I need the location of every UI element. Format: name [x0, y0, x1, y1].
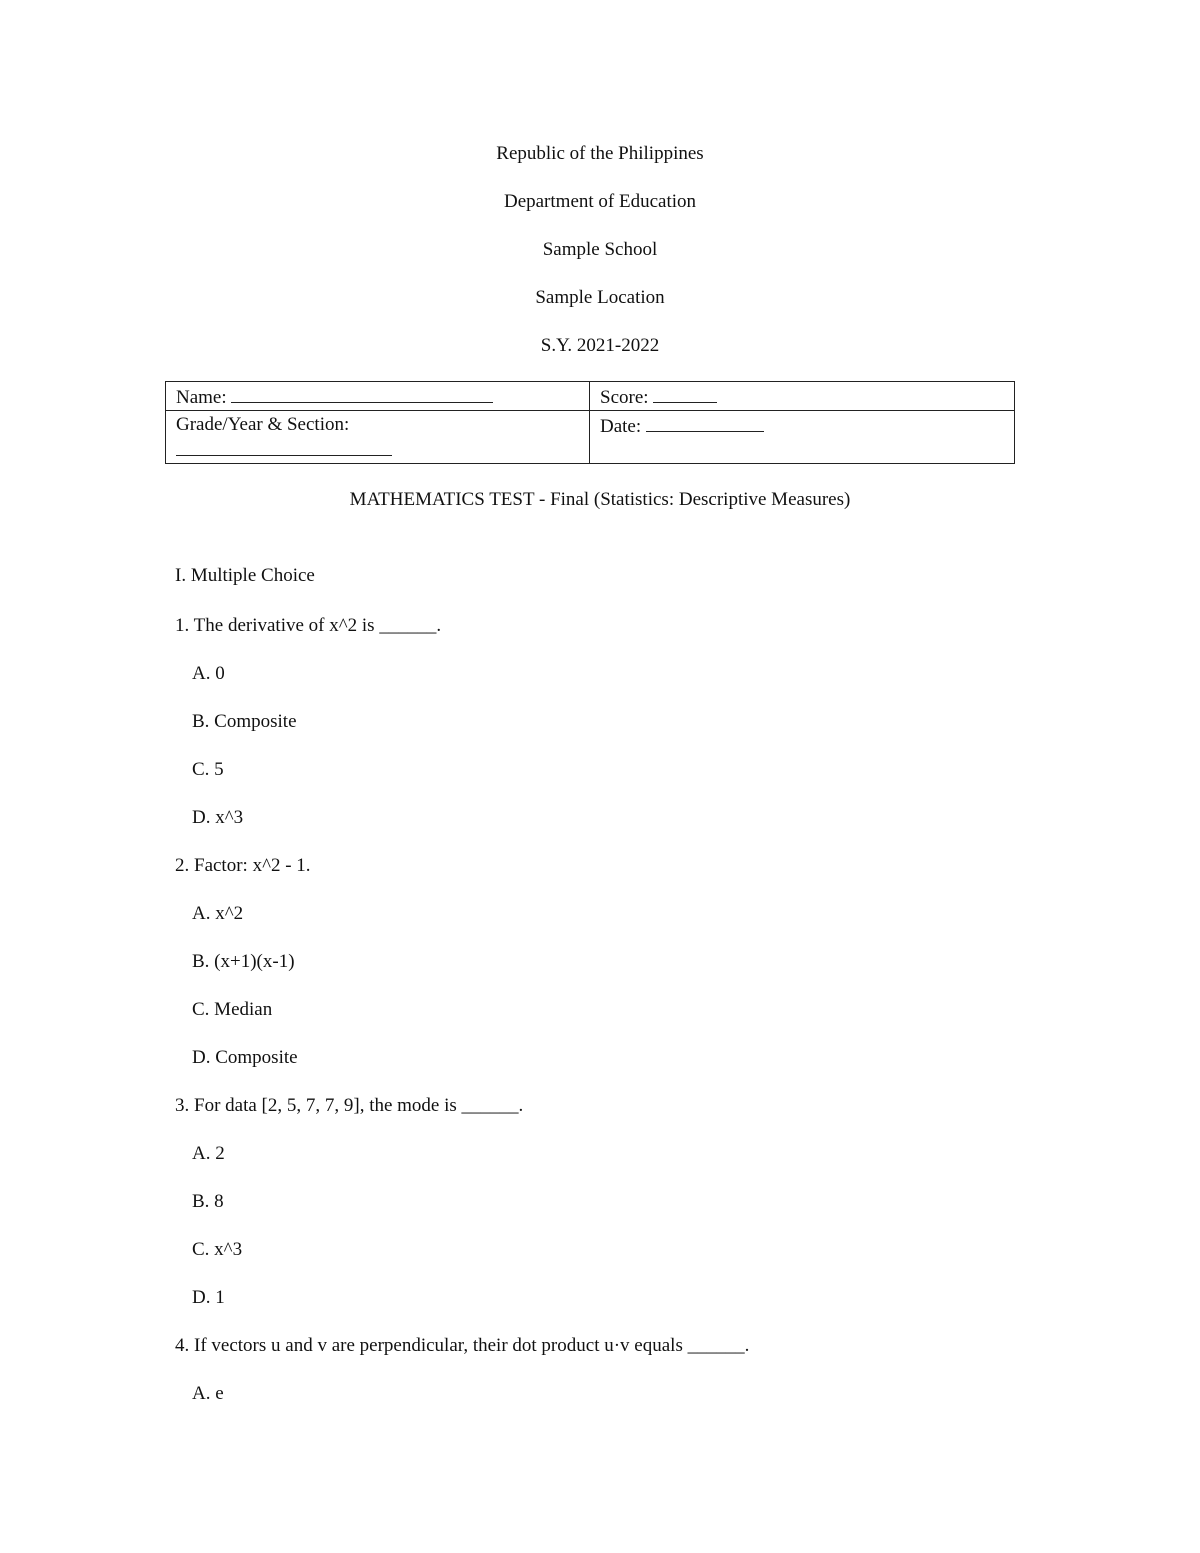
q1-choice-a[interactable]: A. 0 [192, 663, 225, 684]
name-blank[interactable] [231, 384, 493, 403]
q4-choice-a[interactable]: A. e [192, 1383, 224, 1404]
question-3: 3. For data [2, 5, 7, 7, 9], the mode is ______. [175, 1095, 524, 1116]
q3-choice-d[interactable]: D. 1 [192, 1287, 225, 1308]
header-country: Republic of the Philippines [496, 143, 704, 164]
q2-choice-c[interactable]: C. Median [192, 999, 273, 1020]
question-1: 1. The derivative of x^2 is ______. [175, 615, 442, 636]
section-title: I. Multiple Choice [175, 565, 315, 586]
q1-choice-c[interactable]: C. 5 [192, 759, 224, 780]
q3-choice-c[interactable]: C. x^3 [192, 1239, 243, 1260]
q2-choice-d[interactable]: D. Composite [192, 1047, 298, 1068]
q1-choice-d[interactable]: D. x^3 [192, 807, 244, 828]
grade-cell [166, 411, 590, 464]
q2-choice-a[interactable]: A. x^2 [192, 903, 244, 924]
date-cell [590, 411, 1015, 464]
grade-blank[interactable] [176, 437, 392, 456]
score-label: Score: [600, 387, 649, 408]
score-blank[interactable] [653, 384, 717, 403]
q3-choice-b[interactable]: B. 8 [192, 1191, 224, 1212]
q2-choice-b[interactable]: B. (x+1)(x-1) [192, 951, 295, 972]
q3-choice-a[interactable]: A. 2 [192, 1143, 225, 1164]
header-school-year: S.Y. 2021-2022 [540, 335, 660, 356]
question-2: 2. Factor: x^2 - 1. [175, 855, 311, 876]
question-4: 4. If vectors u and v are perpendicular, their dot product u·v equals ______. [175, 1335, 750, 1356]
score-cell [590, 382, 1015, 411]
date-label: Date: [600, 416, 642, 437]
header-department: Department of Education [503, 191, 697, 212]
header-location: Sample Location [535, 287, 665, 308]
name-cell [166, 382, 590, 411]
student-info-table [165, 381, 1015, 464]
test-title: MATHEMATICS TEST - Final (Statistics: Descriptive Measures) [349, 489, 851, 510]
header-school: Sample School [542, 239, 658, 260]
q1-choice-b[interactable]: B. Composite [192, 711, 297, 732]
date-blank[interactable] [646, 413, 764, 432]
grade-label: Grade/Year & Section: [176, 414, 350, 435]
name-label: Name: [176, 387, 227, 408]
